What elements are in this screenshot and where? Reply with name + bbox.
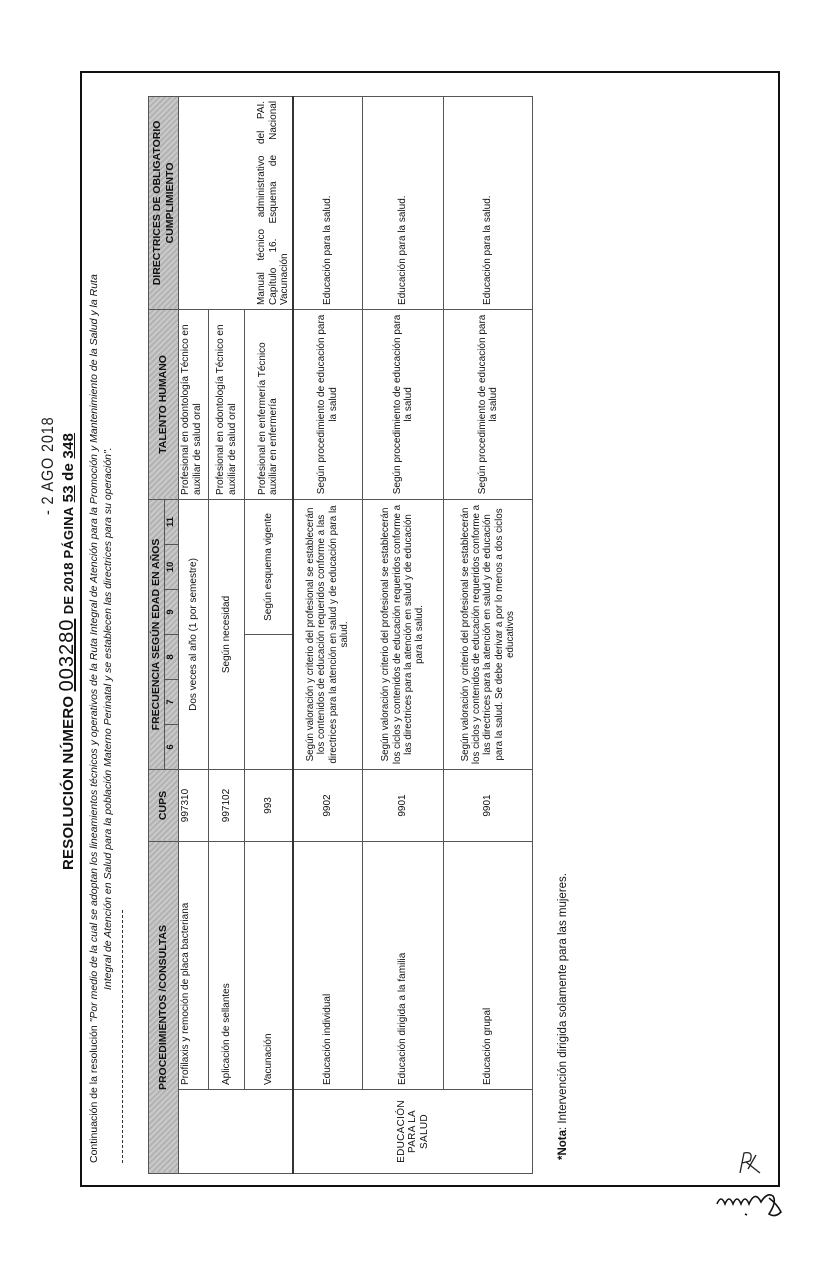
table-row <box>444 96 533 1173</box>
table-row <box>363 96 444 1173</box>
header-frequency: FRECUENCIA SEGÚN EDAD EN AÑOS <box>149 499 165 769</box>
header-directives: DIRECTRICES DE OBLIGATORIO CUMPLIMIENTO <box>149 96 179 309</box>
header-age-9: 9 <box>165 590 179 635</box>
cups-cell: 9902 <box>293 770 363 842</box>
page-current: 53 <box>60 485 77 503</box>
header-age-11: 11 <box>165 499 179 544</box>
page-total: 348 <box>60 432 77 459</box>
procedure-cell: Educación individual <box>293 842 363 1090</box>
header-talent: TALENTO HUMANO <box>149 309 179 499</box>
frequency-cell: Según valoración y criterio del profesional se establecerán los ciclos y contenidos de educación requeridos conforme a las directrices para la atención en salud y de educación para la salud. Se debe derivar a por lo menos a dos ciclos educativos <box>444 499 533 769</box>
procedure-cell: Aplicación de sellantes <box>209 842 245 1090</box>
resolution-number: 003280 <box>56 618 78 692</box>
frequency-cell: Dos veces al año (1 por semestre) <box>179 499 209 769</box>
directive-cell: Educación para la salud. <box>444 96 533 309</box>
header-procedures: PROCEDIMIENTOS /CONSULTAS <box>149 842 179 1174</box>
procedure-cell: Profilaxis y remoción de placa bacteriana <box>179 842 209 1090</box>
handwritten-signature <box>715 1183 805 1218</box>
frequency-cell: Según esquema vigente <box>245 499 293 634</box>
footnote: *Nota: Intervención dirigida solamente para las mujeres. <box>557 873 569 1160</box>
initials-signature <box>730 1143 770 1183</box>
frequency-blank-cell <box>245 635 293 770</box>
subtitle-line-1: Continuación de la resolución "Por medio de la cual se adoptan los lineamientos técnicos y operativos de la Ruta Integral de Atención para la Promoción y Mantenimiento de la Salud y la Ruta <box>88 274 100 1163</box>
frequency-cell: Según necesidad <box>209 499 245 769</box>
cups-cell: 997102 <box>209 770 245 842</box>
frequency-cell: Según valoración y criterio del profesional se establecerán los contenidos de educación requeridos conforme a las directrices para la atención en salud y de educación para la salud. <box>293 499 363 769</box>
cups-cell: 9901 <box>444 770 533 842</box>
talent-cell: Según procedimiento de educación para la salud <box>363 309 444 499</box>
table-row <box>179 96 209 1173</box>
header-age-8: 8 <box>165 635 179 680</box>
table-row <box>293 96 363 1173</box>
cups-cell: 9901 <box>363 770 444 842</box>
talent-cell: Según procedimiento de educación para la salud <box>444 309 533 499</box>
group-cell-education: EDUCACIÓN PARA LA SALUD <box>293 1090 533 1174</box>
subtitle-line-2: Integral de Atención en Salud para la población Materno Perinatal y se establecen las directrices para su operación". <box>102 447 114 990</box>
header-age-6: 6 <box>165 725 179 770</box>
resolution-title: RESOLUCIÓN NÚMERO 003280 DE 2018 PÁGINA 53 de 348 <box>56 432 78 870</box>
procedures-table <box>148 96 533 1174</box>
group-cell-empty <box>179 1090 293 1174</box>
frequency-cell: Según valoración y criterio del profesional se establecerán los ciclos y contenidos de educación requeridos conforme a las directrices para la atención en salud y de educación para la salud. <box>363 499 444 769</box>
talent-cell: Profesional en enfermería Técnico auxiliar en enfermería <box>245 309 293 499</box>
header-age-7: 7 <box>165 680 179 725</box>
talent-cell: Profesional en odontología Técnico en auxiliar de salud oral <box>179 309 209 499</box>
date-stamp: - 2 AGO 2018 <box>38 416 57 515</box>
header-cups: CUPS <box>149 770 179 842</box>
divider <box>122 910 123 1163</box>
directive-cell: Educación para la salud. <box>293 96 363 309</box>
directive-cell: Educación para la salud. <box>363 96 444 309</box>
cups-cell: 997310 <box>179 770 209 842</box>
directive-cell: Manual técnico administrativo del PAI. Capítulo 16. Esquema de Nacional Vacunación <box>179 96 293 309</box>
header-age-10: 10 <box>165 545 179 590</box>
cups-cell: 993 <box>245 770 293 842</box>
procedure-cell: Vacunación <box>245 842 293 1090</box>
procedure-cell: Educación dirigida a la familia <box>363 842 444 1090</box>
talent-cell: Profesional en odontología Técnico en auxiliar de salud oral <box>209 309 245 499</box>
procedure-cell: Educación grupal <box>444 842 533 1090</box>
header-row <box>149 96 165 1173</box>
talent-cell: Según procedimiento de educación para la salud <box>293 309 363 499</box>
